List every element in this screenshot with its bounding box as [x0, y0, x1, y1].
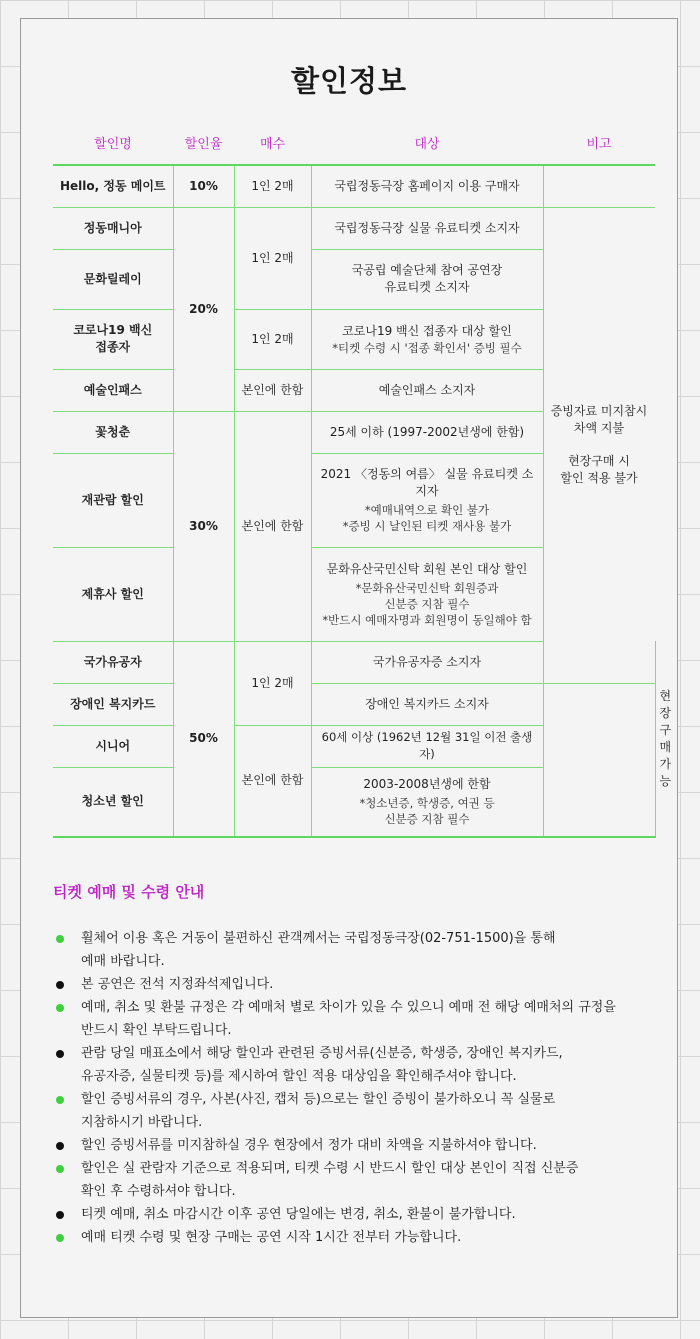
guide-item [53, 1226, 663, 1249]
guide-item-line: 할인은 실 관람자 기준으로 적용되며, 티켓 수령 시 반드시 할인 대상 본인이 직접 신분증 [81, 1161, 579, 1176]
name-line: 코로나19 백신 [73, 323, 153, 337]
guide-item [53, 996, 663, 1042]
row-name: 장애인 복지카드 [53, 683, 173, 725]
table-row [53, 683, 655, 725]
rate-cell: 10% [173, 165, 234, 207]
guide-item [53, 927, 663, 973]
row-name: 시니어 [53, 725, 173, 767]
bullet-icon [56, 1234, 64, 1242]
target-line: 문화유산국민신탁 회원 본인 대상 할인 [326, 561, 528, 576]
remark-line: 증빙자료 미지참시 [550, 404, 648, 418]
remark-cell [543, 207, 655, 683]
qty-cell: 1인 2매 [234, 207, 311, 309]
target-line: 2003-2008년생에 한함 [363, 777, 491, 792]
header-name: 할인명 [94, 137, 132, 152]
name-line: 접종자 [95, 340, 131, 354]
guide-item-line: 반드시 확인 부탁드립니다. [81, 1023, 232, 1038]
qty-cell: 본인에 한함 [234, 725, 311, 837]
target-note: *예매내역으로 확인 불가 [364, 503, 490, 517]
row-name: 예술인패스 [53, 369, 173, 411]
remark-line: 할인 적용 불가 [560, 471, 638, 485]
qty-cell: 1인 2매 [234, 165, 311, 207]
guide-item-line: 확인 후 수령하셔야 합니다. [81, 1184, 236, 1199]
row-name: 꽃청춘 [53, 411, 173, 453]
row-name: 제휴사 할인 [53, 547, 173, 641]
bullet-icon [56, 1096, 64, 1104]
row-name: 정동매니아 [53, 207, 173, 249]
target-note: 신분증 지참 필수 [384, 812, 470, 827]
row-name: 재관람 할인 [53, 453, 173, 547]
guide-item-line: 할인 증빙서류의 경우, 사본(사진, 캡처 등)으로는 할인 증빙이 불가하오니 꼭 실물로 [81, 1092, 556, 1107]
note-cell-empty [543, 165, 655, 207]
qty-cell: 본인에 한함 [234, 411, 311, 641]
header-target: 대상 [414, 137, 440, 152]
target-line: 국공립 예술단체 참여 공연장 [351, 263, 503, 277]
qty-cell: 1인 2매 [234, 641, 311, 725]
guide-item [53, 973, 663, 996]
guide-item-line: 예매 바랍니다. [81, 954, 165, 969]
target-line: 유료티켓 소지자 [384, 280, 470, 294]
target-cell [311, 453, 543, 547]
row-name: 국가유공자 [53, 641, 173, 683]
target-note: 신분증 지참 필수 [384, 596, 470, 611]
target-cell [311, 309, 543, 369]
guide-item [53, 1088, 663, 1134]
qty-cell: 1인 2매 [234, 309, 311, 369]
row-name: 청소년 할인 [53, 767, 173, 837]
guide-item [53, 1042, 663, 1088]
target-line: 코로나19 백신 접종자 대상 할인 [342, 323, 512, 338]
target-cell [311, 547, 543, 641]
target-cell: 25세 이하 (1997-2002년생에 한함) [311, 411, 543, 453]
guide-item [53, 1203, 663, 1226]
header-rate: 할인율 [184, 137, 223, 152]
target-cell: 국립정동극장 홈페이지 이용 구매자 [311, 165, 543, 207]
guide-item-line: 할인 증빙서류를 미지참하실 경우 현장에서 정가 대비 차액을 지불하셔야 합니다. [81, 1138, 537, 1153]
guide-item-line: 본 공연은 전석 지정좌석제입니다. [81, 977, 274, 992]
header-note: 비고 [586, 137, 612, 152]
guide-item-line: 유공자증, 실물티켓 등)를 제시하여 할인 적용 대상임을 확인해주셔야 합니다. [81, 1069, 517, 1084]
target-cell: 국가유공자증 소지자 [311, 641, 543, 683]
rate-cell: 20% [173, 207, 234, 411]
table-row [53, 165, 655, 207]
target-cell [311, 249, 543, 309]
target-cell [311, 767, 543, 837]
bullet-icon [56, 935, 64, 943]
guide-list [53, 927, 663, 1249]
target-note: *청소년증, 학생증, 여권 등 [359, 796, 495, 811]
row-name: Hello, 정동 메이트 [53, 165, 173, 207]
bullet-icon [56, 981, 64, 989]
guide-title: 티켓 예매 및 수령 안내 [53, 883, 205, 901]
guide-item-line: 지참하시기 바랍니다. [81, 1115, 203, 1130]
row-name: 문화릴레이 [53, 249, 173, 309]
guide-item [53, 1134, 663, 1157]
bullet-icon [56, 1004, 64, 1012]
header-qty: 매수 [259, 137, 286, 152]
rate-cell: 50% [173, 641, 234, 837]
guide-item [53, 1157, 663, 1203]
target-cell: 예술인패스 소지자 [311, 369, 543, 411]
bullet-icon [56, 1050, 64, 1058]
guide-item-line: 관람 당일 매표소에서 해당 할인과 관련된 증빙서류(신분증, 학생증, 장애인 복지카드, [81, 1046, 563, 1061]
discount-info-panel [20, 18, 678, 1318]
remark-line: 현장구매 시 [568, 454, 630, 468]
guide-item-line: 예매, 취소 및 환불 규정은 각 예매처 별로 차이가 있을 수 있으니 예매 전 해당 예매처의 규정을 [81, 1000, 616, 1015]
table-row: 국가유공자 50% 1인 2매 국가유공자증 소지자 현장구매 가능 [53, 641, 655, 683]
row-name [53, 309, 173, 369]
target-cell: 장애인 복지카드 소지자 [311, 683, 543, 725]
qty-cell: 본인에 한함 [234, 369, 311, 411]
target-note: *증빙 시 날인된 티켓 재사용 불가 [342, 519, 512, 533]
target-cell: 60세 이상 (1962년 12월 31일 이전 출생자) [311, 725, 543, 767]
page-title: 할인정보 [290, 64, 408, 98]
guide-item-line: 티켓 예매, 취소 마감시간 이후 공연 당일에는 변경, 취소, 환불이 불가합니다. [81, 1207, 516, 1222]
bullet-icon [56, 1211, 64, 1219]
guide-item-line: 예매 티켓 수령 및 현장 구매는 공연 시작 1시간 전부터 가능합니다. [81, 1230, 462, 1245]
target-note: *반드시 예매자명과 회원명이 동일해야 함 [322, 612, 532, 627]
table-row [53, 767, 655, 837]
table-row [53, 207, 655, 249]
target-line: 2021 〈정동의 여름〉 실물 유료티켓 소지자 [320, 467, 534, 498]
guide-item-line: 휠체어 이용 혹은 거동이 불편하신 관객께서는 국립정동극장(02-751-1500)을 통해 [81, 931, 556, 946]
bullet-icon [56, 1165, 64, 1173]
remark-line: 차액 지불 [573, 421, 625, 435]
discount-table [53, 164, 672, 838]
target-note: *티켓 수령 시 '접종 확인서' 증빙 필수 [332, 340, 522, 355]
bullet-icon [56, 1142, 64, 1150]
target-cell: 국립정동극장 실물 유료티켓 소지자 [311, 207, 543, 249]
table-row [53, 725, 655, 767]
target-note: *문화유산국민신탁 회원증과 [355, 580, 499, 595]
rate-cell: 30% [173, 411, 234, 641]
